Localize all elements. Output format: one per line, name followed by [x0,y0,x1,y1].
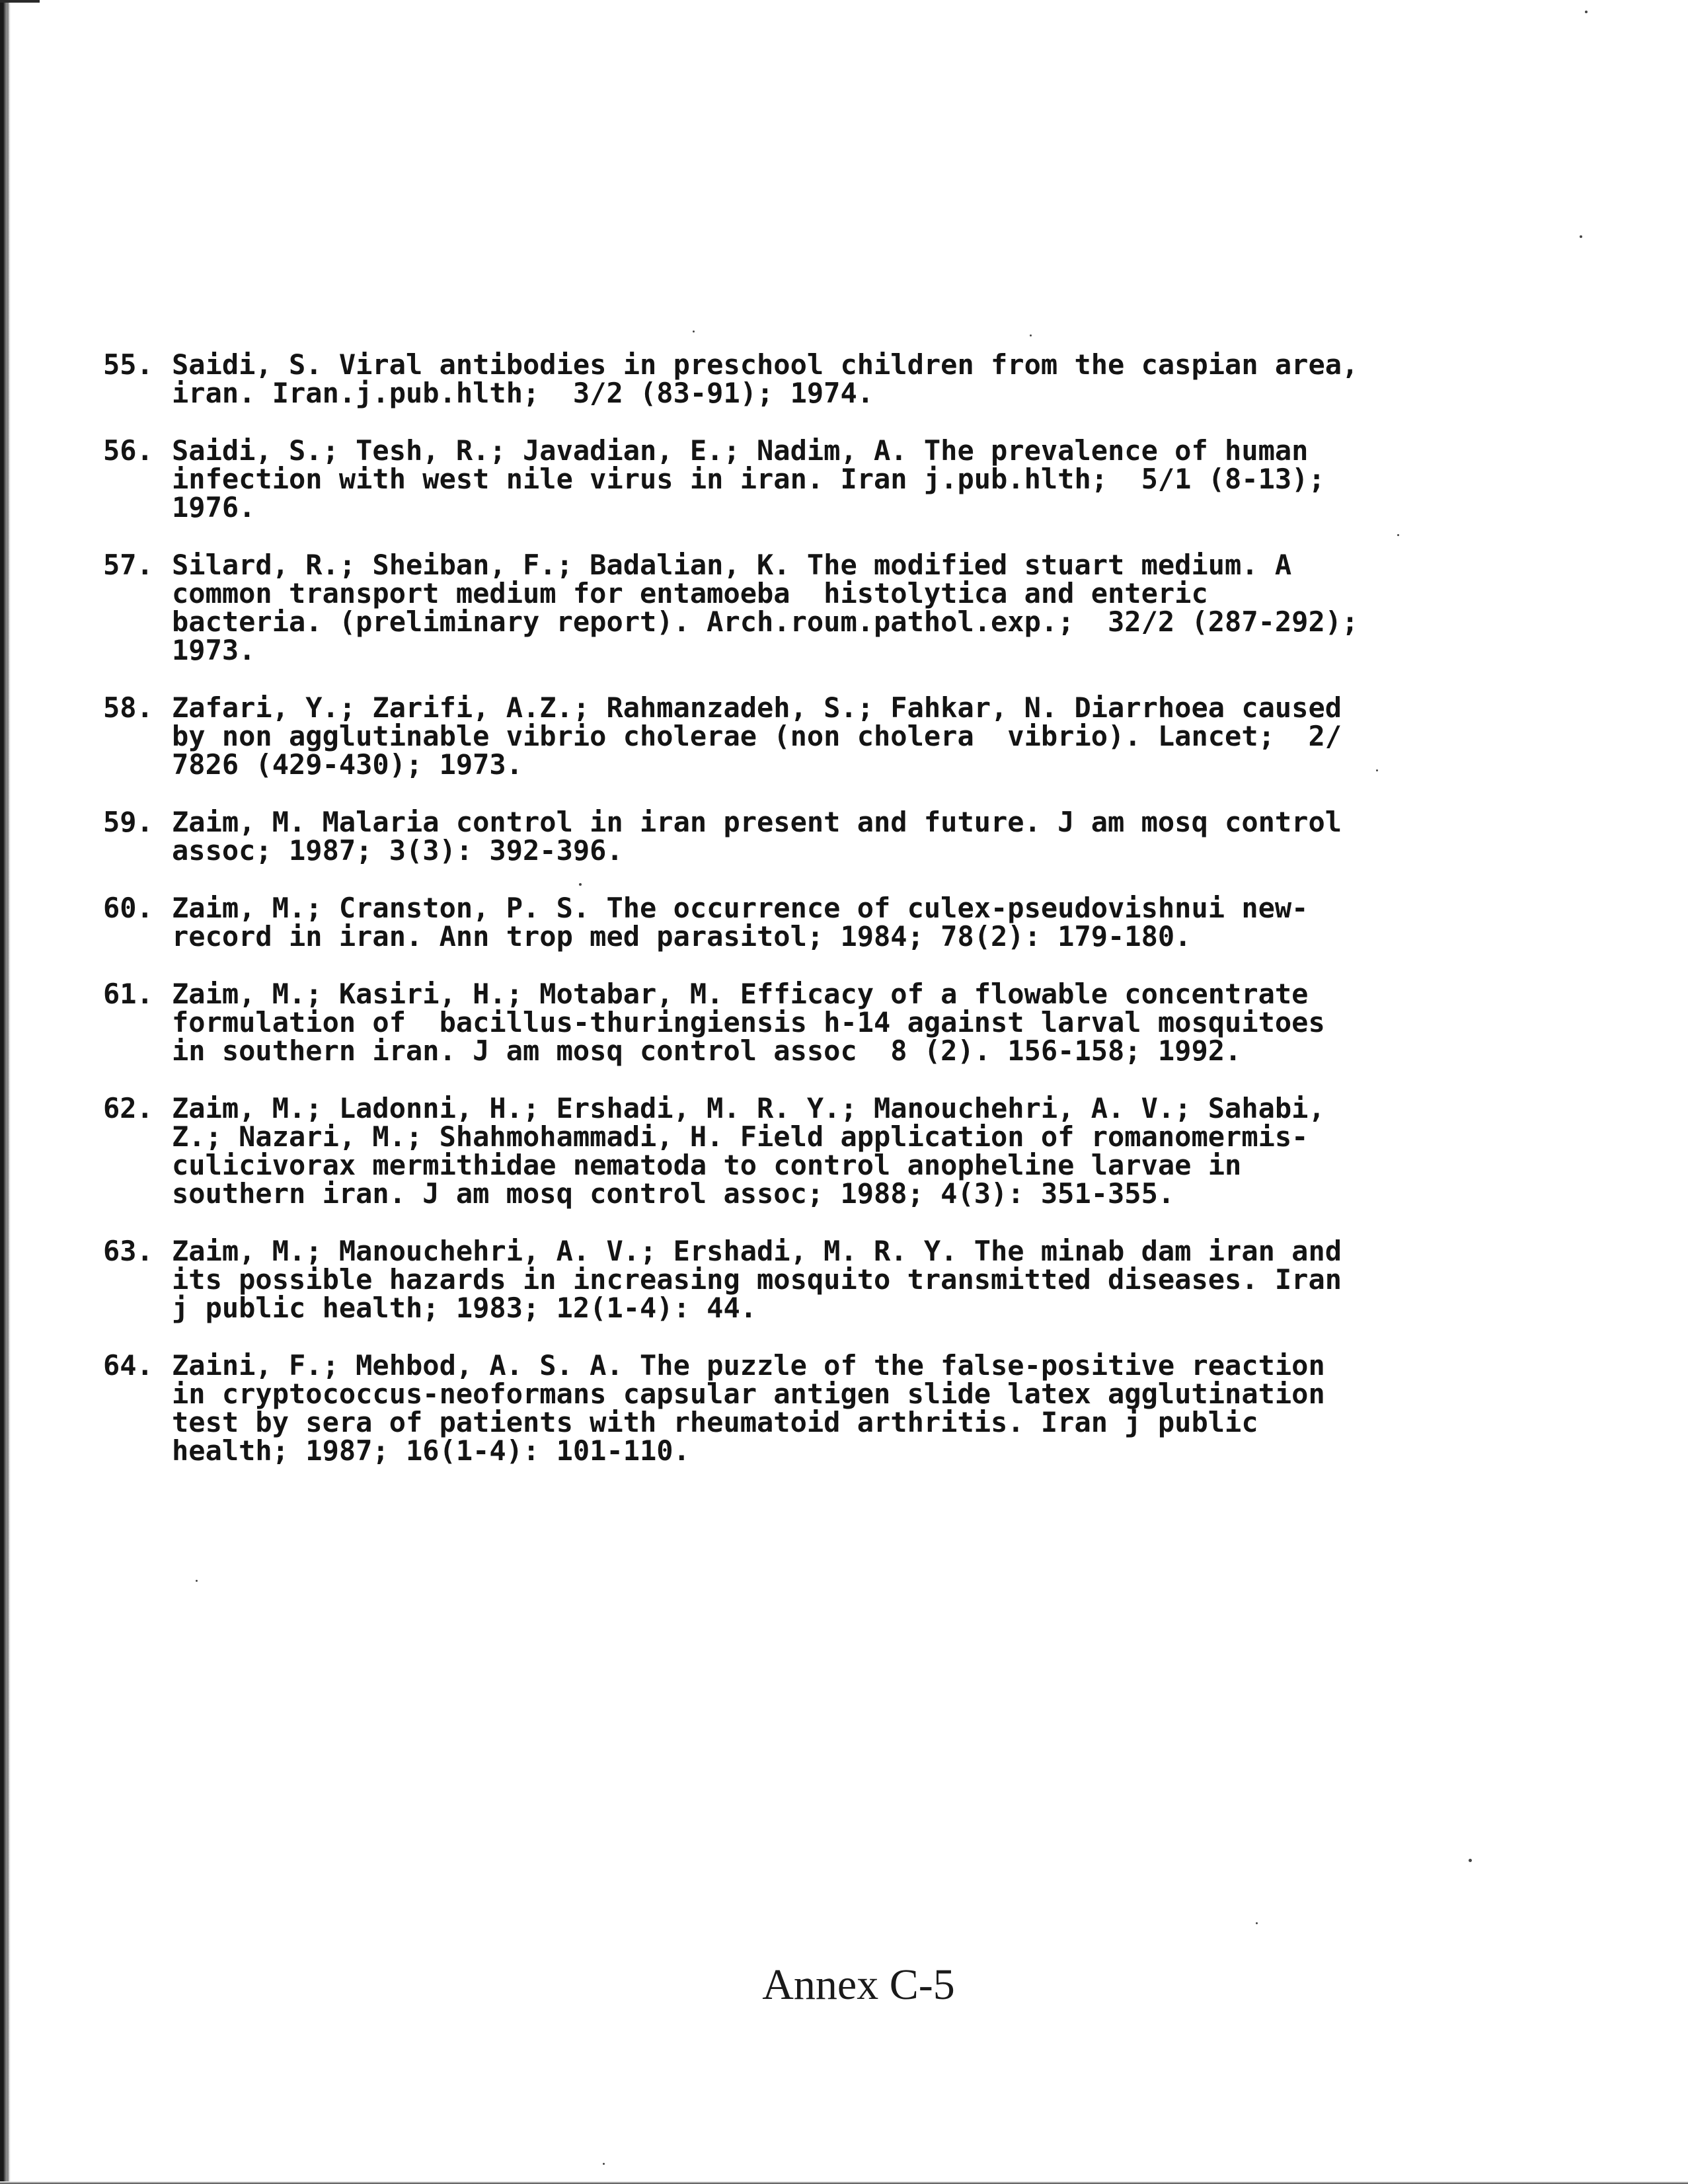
scan-speck [196,1580,198,1582]
scan-speck [603,2163,605,2165]
reference-text: Saidi, S. Viral antibodies in preschool children from the caspian area, iran. Iran.j.pub.hlth; 3/2 (83-91); 1974. [172,348,1359,409]
reference-item [103,693,1425,779]
reference-text: Zaim, M.; Ladonni, H.; Ershadi, M. R. Y.; Manouchehri, A. V.; Sahabi, Z.; Nazari, M.; Shahmohammadi, H. Field application of romanomermis- culicivorax mermithidae nematoda to control anopheline larvae in southern iran. J am mosq control assoc; 1988; 4(3): 351-355. [172,1092,1325,1210]
scan-speck [1580,235,1582,238]
reference-text: Zaim, M. Malaria control in iran present and future. J am mosq control assoc; 1987; 3(3): 392-396. [172,806,1342,867]
reference-number: 60. [103,892,153,924]
reference-item [103,1237,1425,1322]
reference-item [103,980,1425,1065]
reference-text: Zaim, M.; Manouchehri, A. V.; Ershadi, M. R. Y. The minab dam iran and its possible hazards in increasing mosquito transmitted diseases. Iran j public health; 1983; 12(1-4): 44. [172,1235,1342,1324]
scan-speck [693,331,695,332]
scan-edge-left [0,0,11,2184]
scan-speck [1585,11,1588,13]
scan-edge-line [7,0,9,2184]
reference-number: 61. [103,978,153,1010]
reference-item [103,1351,1425,1465]
scan-speck [1469,1859,1472,1862]
reference-number: 64. [103,1349,153,1382]
annex-label: Annex C-5 [762,1961,955,2009]
reference-text: Silard, R.; Sheiban, F.; Badalian, K. The modified stuart medium. A common transport medium for entamoeba histolytica and enteric bacteria. (preliminary report). Arch.roum.pathol.exp.; 32/2 (287-292); 1973. [172,549,1359,666]
reference-text: Zaim, M.; Kasiri, H.; Motabar, M. Efficacy of a flowable concentrate formulation of bacillus-thuringiensis h-14 against larval mosquitoes in southern iran. J am mosq control assoc 8 (2). 156-158; 1992. [172,978,1325,1067]
reference-text: Zaim, M.; Cranston, P. S. The occurrence of culex-pseudovishnui new- record in iran. Ann trop med parasitol; 1984; 78(2): 179-180. [172,892,1309,953]
reference-item [103,436,1425,522]
reference-text: Zafari, Y.; Zarifi, A.Z.; Rahmanzadeh, S.; Fahkar, N. Diarrhoea caused by non agglutinable vibrio cholerae (non cholera vibrio). Lancet; 2/ 7826 (429-430); 1973. [172,691,1342,781]
reference-number: 62. [103,1092,153,1124]
scan-edge-bottom [0,2181,1688,2184]
reference-number: 59. [103,806,153,838]
reference-item [103,808,1425,865]
reference-item [103,894,1425,951]
page-footer [0,1960,1688,2010]
scan-edge-top [0,0,40,3]
reference-number: 56. [103,434,153,467]
reference-text: Zaini, F.; Mehbod, A. S. A. The puzzle of the false-positive reaction in cryptococcus-neoformans capsular antigen slide latex agglutination test by sera of patients with rheumatoid arthritis. Iran j public health; 1987; 16(1-4): 101-110. [172,1349,1325,1467]
reference-item [103,551,1425,664]
reference-number: 58. [103,691,153,724]
scan-speck [1030,334,1032,336]
reference-number: 55. [103,348,153,381]
reference-list [103,350,1425,1494]
reference-number: 57. [103,549,153,581]
reference-number: 63. [103,1235,153,1267]
reference-item [103,350,1425,407]
scan-speck [1256,1922,1258,1924]
reference-text: Saidi, S.; Tesh, R.; Javadian, E.; Nadim, A. The prevalence of human infection with west nile virus in iran. Iran j.pub.hlth; 5/1 (8-13); 1976. [172,434,1325,524]
reference-item [103,1094,1425,1208]
